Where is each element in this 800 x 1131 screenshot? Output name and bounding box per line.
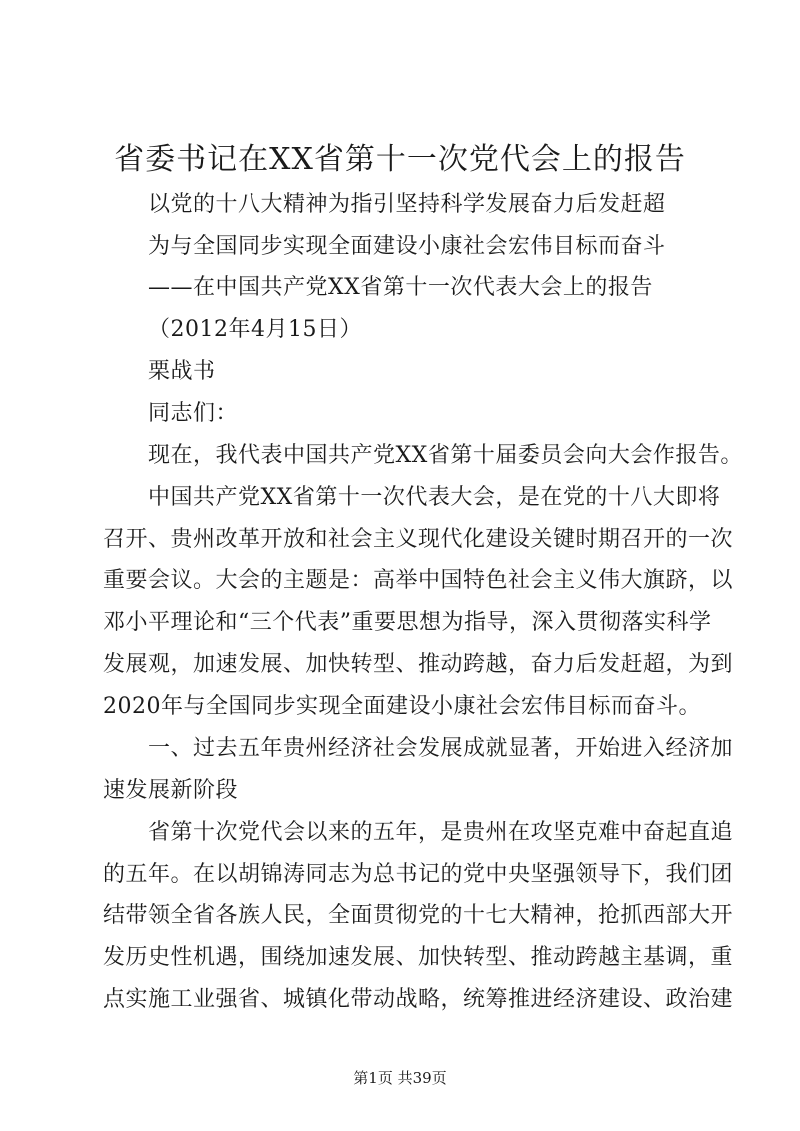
author-name: 栗战书	[148, 359, 216, 384]
paragraph-2-line: 重要会议。大会的主题是：高举中国特色社会主义伟大旗跻，以	[103, 568, 734, 593]
paragraph-3-line: 发历史性机遇，围绕加速发展、加快转型、推动跨越主基调，重	[103, 945, 734, 970]
paragraph-1: 现在，我代表中国共产党XX省第十届委员会向大会作报告。	[148, 443, 743, 468]
paragraph-2-line: 2020年与全国同步实现全面建设小康社会宏伟目标而奋斗。	[103, 694, 701, 719]
paragraph-2-line: 召开、贵州改革开放和社会主义现代化建设关键时期召开的一次	[103, 527, 734, 552]
paragraph-3-line: 的五年。在以胡锦涛同志为总书记的党中央坚强领导下，我们团	[103, 862, 734, 887]
subtitle-line-2: 为与全国同步实现全面建设小康社会宏伟目标而奋斗	[148, 234, 666, 259]
paragraph-2-line: 中国共产党XX省第十一次代表大会，是在党的十八大即将	[148, 485, 721, 510]
page-number-footer: 第1页 共39页	[353, 1069, 447, 1087]
paragraph-3-line: 省第十次党代会以来的五年，是贵州在攻坚克难中奋起直追	[148, 820, 734, 845]
section-heading-line: 一、过去五年贵州经济社会发展成就显著，开始进入经济加	[148, 736, 734, 761]
paragraph-3-line: 结带领全省各族人民，全面贯彻党的十七大精神，抢抓西部大开	[103, 903, 734, 928]
paragraph-2-line: 发展观，加速发展、加快转型、推动跨越，奋力后发赶超，为到	[103, 652, 734, 677]
paragraph-2-line: 邓小平理论和“三个代表”重要思想为指导，深入贯彻落实科学	[103, 610, 712, 635]
salutation: 同志们：	[148, 401, 239, 426]
subtitle-line-3: ——在中国共产党XX省第十一次代表大会上的报告	[148, 275, 653, 300]
section-heading-line: 速发展新阶段	[103, 778, 239, 803]
report-date: （2012年4月15日）	[148, 317, 362, 342]
paragraph-3-line: 点实施工业强省、城镇化带动战略，统筹推进经济建设、政治建	[103, 987, 734, 1012]
subtitle-line-1: 以党的十八大精神为指引坚持科学发展奋力后发赶超	[148, 192, 666, 217]
document-title: 省委书记在XX省第十一次党代会上的报告	[114, 142, 686, 177]
